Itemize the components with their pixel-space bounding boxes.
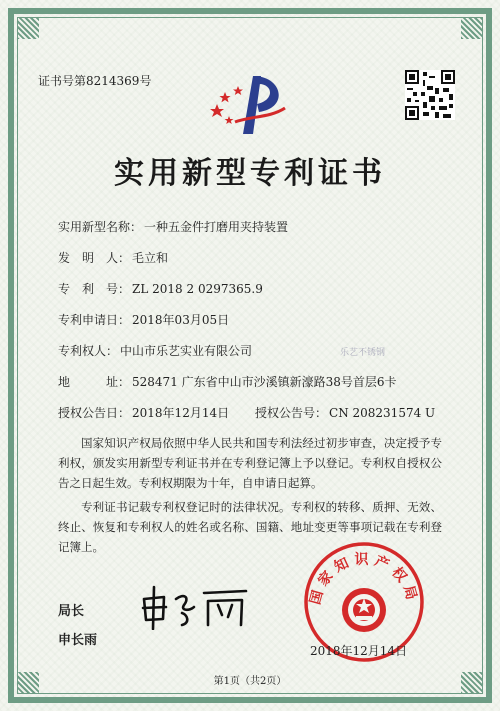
cnipa-logo [205,64,295,136]
field-label: 专利权人： [58,344,119,358]
qr-code-icon [405,70,455,120]
field-application-date [58,311,229,328]
field-value: ZL 2018 2 0297365.9 [132,282,263,296]
page-indicator: 第1页（共2页） [213,676,287,687]
star-icon [210,86,243,124]
field-value: CN 208231574 U [329,406,436,420]
field-grant-date [58,404,229,421]
field-patent-number [58,280,263,297]
handwritten-signature [138,585,253,630]
signatory-title: 局长 [58,604,85,619]
corner-ornament [17,17,39,39]
seal-text: 国家知识产权局 [307,552,421,607]
field-value: 一种五金件打磨用夹持装置 [144,220,289,234]
field-patentee [58,342,252,359]
field-value: 2018年12月14日 [132,406,230,420]
field-label: 发 明 人： [58,251,131,265]
field-value: 2018年03月05日 [132,313,230,327]
field-label: 地 址： [58,375,131,389]
legal-status-note: 专利证书记载专利权登记时的法律状况。专利权的转移、质押、无效、终止、恢复和专利权人的姓名或名称、国籍、地址变更等事项记载在专利登记簿上。 [58,500,442,554]
certificate-title: 实用新型专利证书 [114,156,386,191]
field-inventor [58,249,168,266]
field-utility-model-name [58,218,288,235]
signatory-block [58,600,97,658]
field-address [58,373,397,390]
certificate-number: 证书号第8214369号 [38,74,152,88]
field-label: 授权公告号： [255,406,328,420]
national-emblem-icon [342,588,386,632]
field-label: 专 利 号： [58,282,131,296]
seal-date: 2018年12月14日 [310,644,408,658]
field-label: 实用新型名称： [58,220,143,234]
grant-statement: 国家知识产权局依照中华人民共和国专利法经过初步审查，决定授予专利权，颁发实用新型专利证书并在专利登记簿上予以登记。专利权自授权公告之日起生效。专利权期限为十年，自申请日起算。 [58,436,442,490]
field-value: 528471 广东省中山市沙溪镇新濠路38号首层6卡 [132,375,397,389]
field-grant-number [255,404,435,421]
watermark-text: 乐艺不锈钢 [340,348,386,358]
field-label: 授权公告日： [58,406,131,420]
field-value: 毛立和 [132,251,169,265]
corner-ornament [461,17,483,39]
field-label: 专利申请日： [58,313,131,327]
signatory-name: 申长雨 [58,633,98,648]
field-value: 中山市乐艺实业有限公司 [120,344,253,358]
